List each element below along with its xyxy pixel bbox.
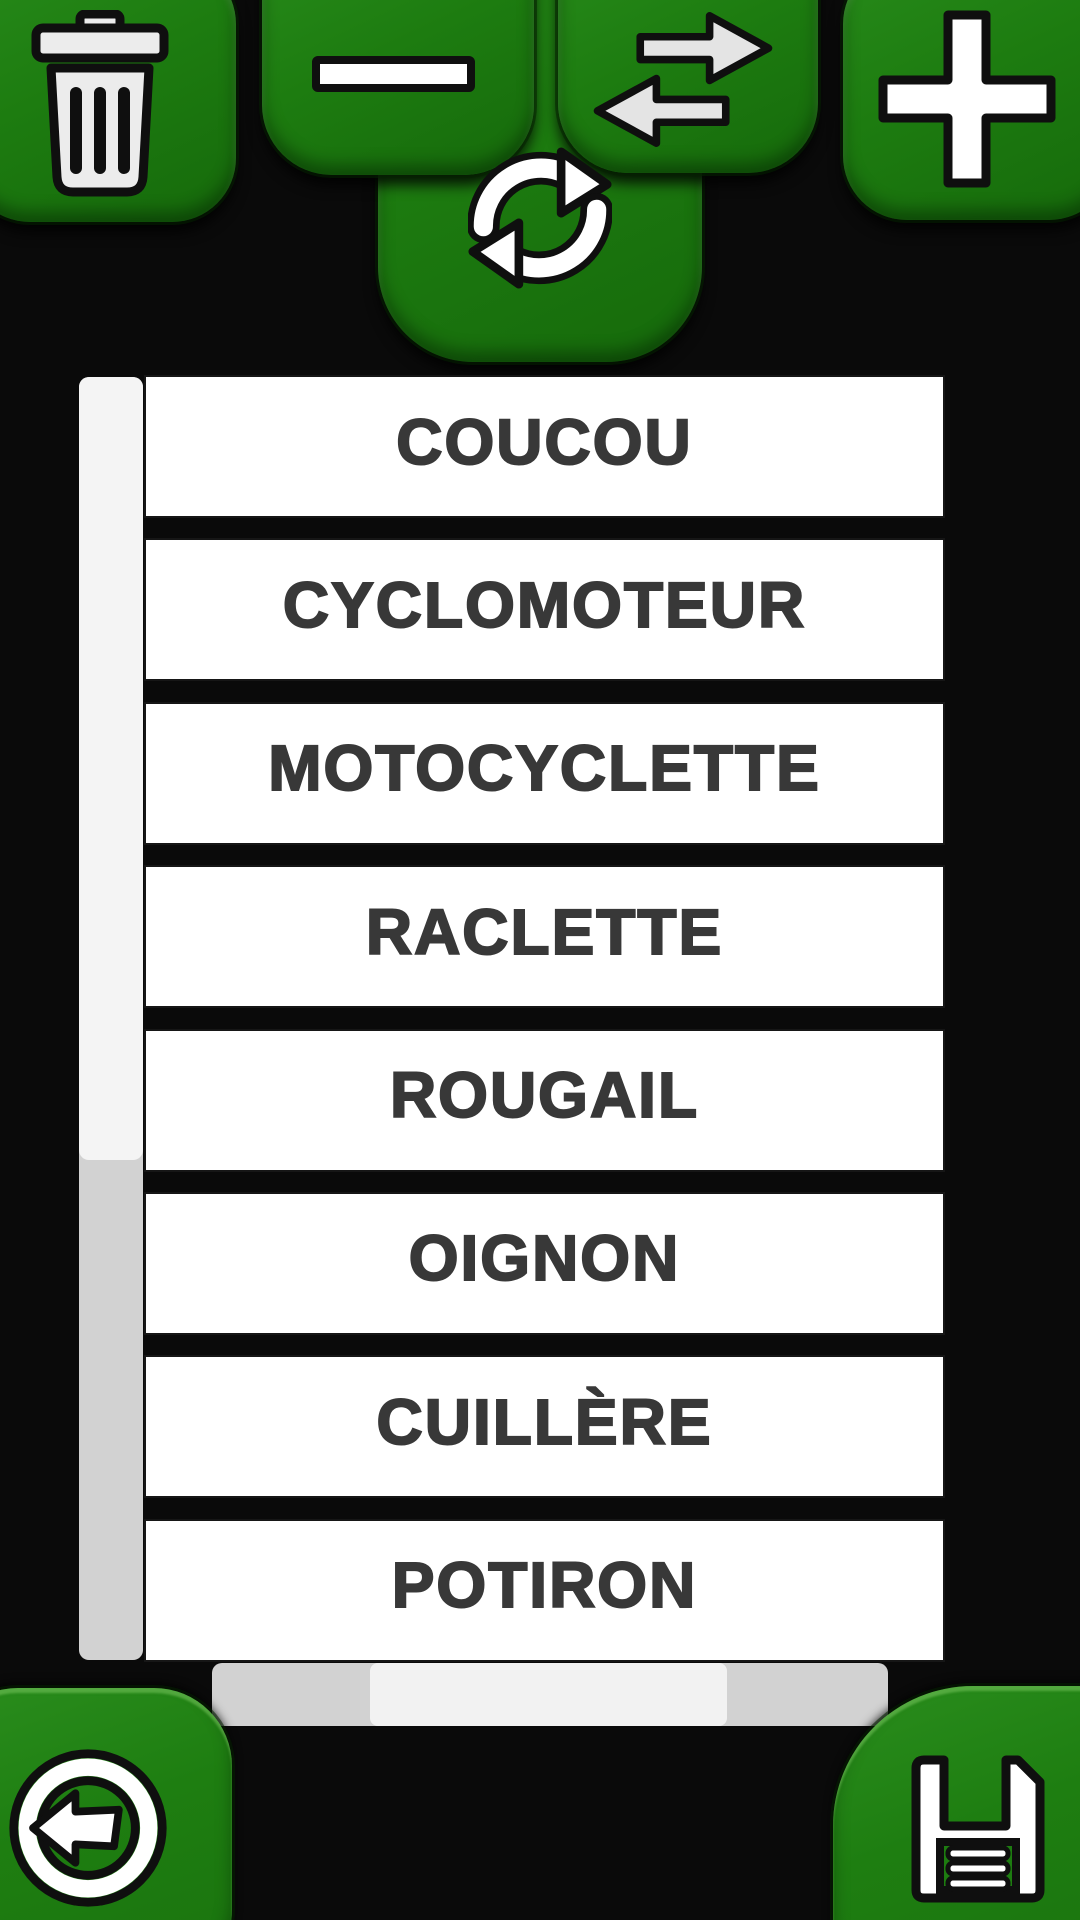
list-item[interactable] (146, 867, 943, 1006)
list-item-label: ROUGAIL (389, 1059, 700, 1132)
vertical-scrollbar-track[interactable] (79, 377, 143, 1660)
list-item-label: RACLETTE (365, 895, 724, 968)
list-item-label: CYCLOMOTEUR (282, 568, 807, 641)
horizontal-scrollbar-thumb[interactable] (370, 1663, 727, 1726)
back-arrow-icon (6, 1746, 170, 1910)
vertical-scrollbar-thumb[interactable] (79, 377, 143, 1160)
list-item[interactable] (146, 1521, 943, 1660)
swap-arrows-icon (588, 8, 778, 151)
list-item[interactable] (146, 1194, 943, 1333)
list-item[interactable] (146, 377, 943, 516)
word-list (146, 377, 943, 1660)
plus-icon (875, 7, 1059, 191)
trash-icon (30, 10, 170, 202)
list-item-label: OIGNON (408, 1222, 681, 1295)
list-item-label: MOTOCYCLETTE (268, 732, 821, 805)
list-item[interactable] (146, 1357, 943, 1496)
save-floppy-icon (900, 1750, 1050, 1906)
list-item-label: POTIRON (391, 1549, 698, 1622)
refresh-icon (468, 146, 612, 290)
list-item[interactable] (146, 540, 943, 679)
horizontal-scrollbar-track[interactable] (212, 1663, 888, 1726)
list-item[interactable] (146, 1031, 943, 1170)
list-item[interactable] (146, 704, 943, 843)
list-item-label: CUILLÈRE (376, 1385, 713, 1458)
list-item-label: COUCOU (396, 405, 693, 478)
minus-icon (312, 56, 475, 92)
